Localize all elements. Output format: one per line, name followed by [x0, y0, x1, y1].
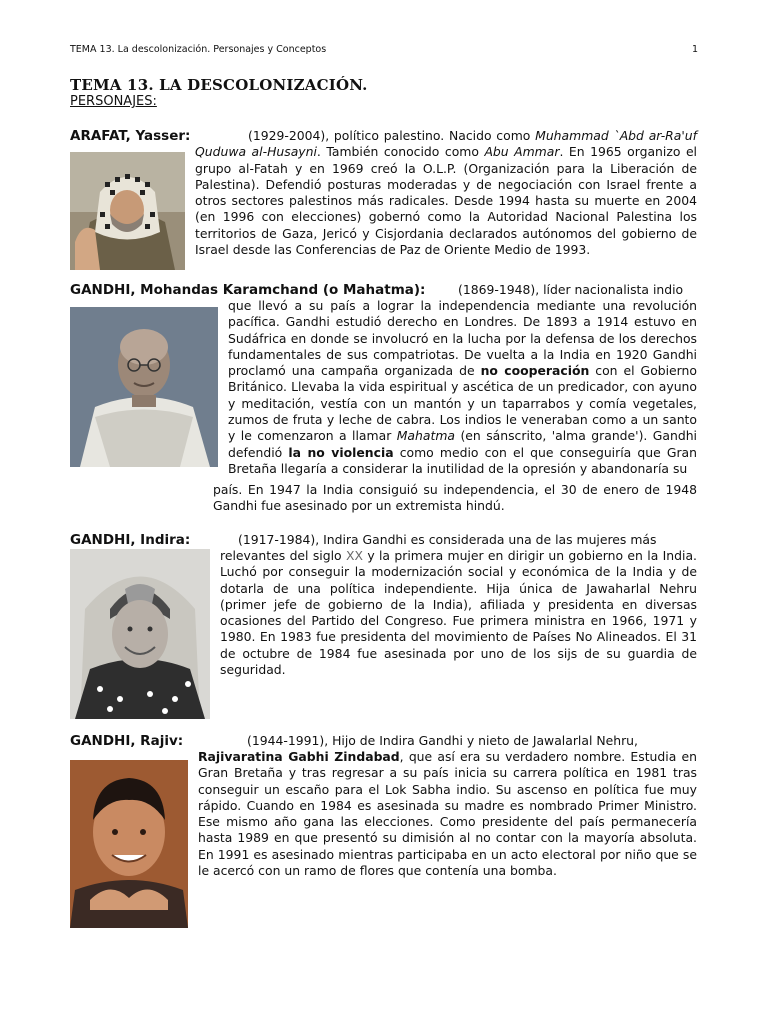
page-title: TEMA 13. LA DESCOLONIZACIÓN. — [70, 76, 368, 94]
mgandhi-bio-part3: (en sánscrito, 'alma grande'). Gandhi defendió — [228, 428, 697, 460]
mgandhi-bio-part2: con el Gobierno Británico. Llevaba la vida espiritual y ascética de un predicador, con ayuno y meditación, vestía con un mantón y un taparrabos y comía vegetales, zumos de fruta y leche de cabra. Los indios le veneraban como a un santo y le comenzaron a llamar — [228, 363, 697, 444]
igandhi-bio-part2: y la primera mujer en dirigir un gobierno en la India. Luchó por conseguir la modernización social y económica de la India y de dotarla de una política independiente. Hija única de Jawaharlal Nehru (primer jefe de gobierno de la India), afiliada y presidenta en diversas ocasiones del Partido del Congreso. Fue primera ministra en 1966, 1971 y 1980. En 1983 fue presidenta del movimiento de Países No Alineados. El 31 de octubre de 1984 fue asesinada por uno de los sijs de su guardia de seguridad. — [220, 548, 697, 678]
igandhi-bio — [220, 548, 697, 678]
arafat-birth-name: Muhammad `Abd ar-Ra'uf Quduwa al-Husayni — [195, 128, 698, 160]
arafat-bio-part2: . En 1965 organizo el grupo al-Fatah y en 1969 creó la O.L.P. (Organización para la Liberación de Palestina). Defendió posturas moderadas y de negociación con Israel frente a otros sectores palestinos más radicales. Desde 1994 hasta su muerte en 2004 (en 1996 con elecciones) gobernó como la Autoridad Nacional Palestina los territorios de Gaza, Jericó y Cisjordania declarados autónomos del gobierno de Israel desde las Conferencias de Paz de Oriente Medio de 1993. — [195, 144, 698, 258]
section-subtitle: PERSONAJES: — [70, 94, 157, 109]
arafat-bio-part1: . También conocido como — [316, 144, 485, 160]
rgandhi-name: GANDHI, Rajiv: — [70, 733, 184, 749]
igandhi-bio-part1: relevantes del siglo — [220, 548, 346, 563]
arafat-photo — [70, 152, 185, 270]
rgandhi-photo — [70, 760, 188, 928]
mgandhi-mahatma: Mahatma — [396, 428, 455, 444]
mgandhi-no-violencia: la no violencia — [288, 444, 394, 460]
rgandhi-real-name: Rajivaratina Gabhi Zindabad — [198, 749, 400, 764]
mgandhi-bio-part1: que llevó a su país a lograr la independencia mediante una revolución pacífica. Gandhi estudió derecho en Londres. De 1893 a 1914 estuvo en Sudáfrica en donde se involucró en la lucha por la defensa de los derechos fundamentales de sus compatriotas. De vuelta a la India en 1920 Gandhi proclamó una campaña organizada de — [228, 298, 697, 379]
arafat-name: ARAFAT, Yasser: — [70, 128, 191, 144]
igandhi-dates: (1917-1984), Indira Gandhi es considerada una de las mujeres más — [238, 532, 657, 547]
arafat-alias: Abu Ammar — [484, 144, 560, 160]
igandhi-century: XX — [345, 548, 363, 563]
rgandhi-dates: (1944-1991), Hijo de Indira Gandhi y nieto de Jawalarlal Nehru, — [247, 733, 638, 748]
mgandhi-name: GANDHI, Mohandas Karamchand (o Mahatma): — [70, 282, 426, 298]
mgandhi-no-cooperacion: no cooperación — [480, 363, 590, 379]
rgandhi-bio-part1: , que así era su verdadero nombre. Estudia en Gran Bretaña y tras regresar a su país inicia su carrera política en 1981 tras conseguir un escaño para el Lok Sabha indio. Su ascenso en política fue muy rápido. Cuando en 1984 es asesinada su madre es nombrado Primer Ministro. Ese mismo año gana las elecciones. Como presidente del país permanecería hasta 1989 en que presentó su dimisión al no contar con la mayoría absoluta. En 1991 es asesinado mientras participaba en un acto electoral por niño que se le acercó con un ramo de flores que contenía una bomba. — [198, 749, 697, 879]
mgandhi-photo — [70, 307, 218, 467]
mgandhi-bio — [228, 298, 697, 477]
arafat-dates: (1929-2004), político palestino. Nacido como — [248, 128, 536, 143]
igandhi-photo — [70, 549, 210, 719]
rgandhi-bio — [198, 749, 697, 879]
page-header — [70, 44, 698, 55]
mgandhi-bio-part4: como medio con el que conseguiría que Gran Bretaña llegaría a considerar la inutilidad de la opresión y abandonaría su — [228, 444, 697, 476]
mgandhi-bio-end: país. En 1947 la India consiguió su independencia, el 30 de enero de 1948 Gandhi fue asesinado por un extremista hindú. — [213, 482, 697, 514]
arafat-bio-first-line — [195, 128, 697, 258]
igandhi-name: GANDHI, Indira: — [70, 532, 191, 548]
mgandhi-dates: (1869-1948), líder nacionalista indio — [458, 282, 684, 297]
page-number: 1 — [691, 44, 698, 55]
header-title: TEMA 13. La descolonización. Personajes y Conceptos — [70, 44, 327, 55]
